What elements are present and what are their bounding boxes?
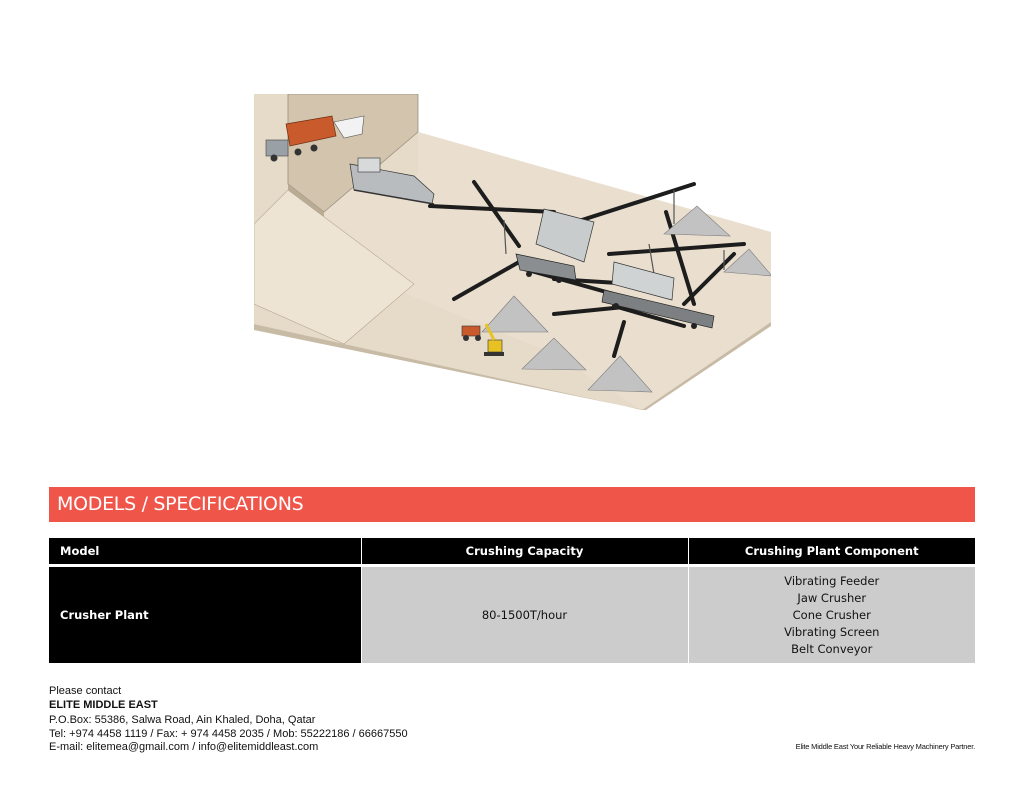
component-item: Vibrating Screen	[784, 624, 880, 639]
contact-address: P.O.Box: 55386, Salwa Road, Ain Khaled, Doha, Qatar	[49, 714, 316, 726]
contact-intro: Please contact	[49, 685, 122, 697]
capacity-cell: 80-1500T/hour	[361, 567, 688, 663]
contact-email: E-mail: elitemea@gmail.com / info@elitemiddleast.com	[49, 741, 319, 753]
tagline: Elite Middle East Your Reliable Heavy Machinery Partner.	[795, 742, 975, 751]
header-crushing-capacity: Crushing Capacity	[361, 538, 688, 564]
component-item: Jaw Crusher	[797, 590, 867, 605]
contact-block	[49, 685, 408, 755]
crusher-plant-illustration	[254, 94, 771, 410]
component-item: Cone Crusher	[792, 607, 871, 622]
component-item: Vibrating Feeder	[784, 573, 880, 588]
header-crushing-plant-component: Crushing Plant Component	[688, 538, 975, 564]
header-model: Model	[49, 538, 361, 564]
table-header-row	[49, 538, 975, 564]
section-banner: MODELS / SPECIFICATIONS	[49, 487, 975, 522]
company-name: ELITE MIDDLE EAST	[49, 698, 158, 711]
components-cell	[688, 567, 975, 663]
model-cell: Crusher Plant	[49, 567, 361, 663]
mobile-crusher-plant-illustration-icon	[254, 94, 771, 410]
component-item: Belt Conveyor	[791, 641, 873, 656]
specifications-table	[49, 538, 975, 663]
contact-phones: Tel: +974 4458 1119 / Fax: + 974 4458 2035 / Mob: 55222186 / 66667550	[49, 727, 408, 740]
table-row	[49, 567, 975, 663]
